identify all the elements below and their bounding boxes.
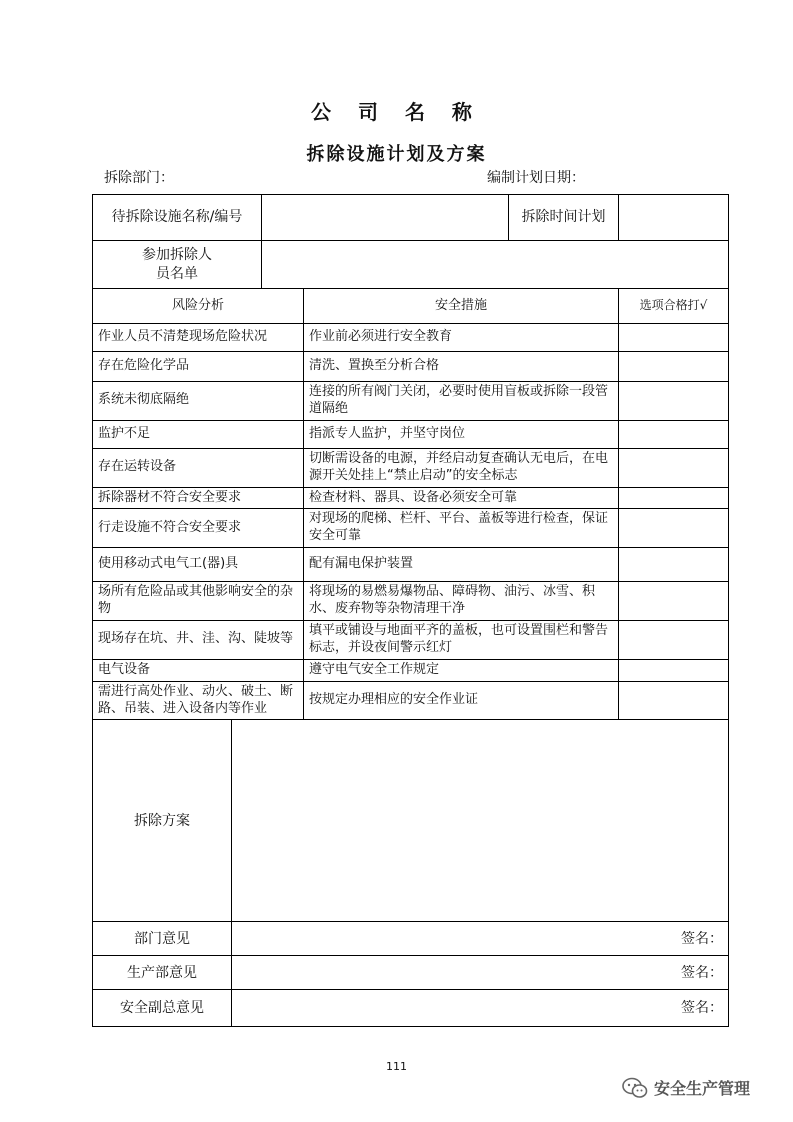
risk-header-row — [93, 289, 729, 324]
watermark-text: 安全生产管理 — [654, 1079, 751, 1098]
facility-label: 待拆除设施名称/编号 — [93, 195, 262, 241]
safety-vp-opinion-sign[interactable]: 签名： — [232, 990, 729, 1027]
check-cell[interactable] — [619, 324, 729, 352]
risk-cell: 现场存在坑、井、洼、沟、陡坡等 — [93, 621, 304, 660]
risk-row — [93, 659, 729, 681]
plan-label: 拆除方案 — [93, 720, 232, 922]
check-cell[interactable] — [619, 420, 729, 448]
risk-row — [93, 324, 729, 352]
personnel-value[interactable] — [262, 241, 729, 289]
production-opinion-sign[interactable]: 签名： — [232, 956, 729, 990]
risk-row — [93, 382, 729, 421]
measure-cell: 指派专人监护，并坚守岗位 — [304, 420, 619, 448]
page-number: 111 — [386, 1060, 407, 1073]
measure-cell: 切断需设备的电源，并经启动复查确认无电后，在电源开关处挂上“禁止启动”的安全标志 — [304, 448, 619, 487]
risk-row — [93, 681, 729, 720]
safety-measures-header: 安全措施 — [304, 289, 619, 324]
measure-cell: 检查材料、器具、设备必须安全可靠 — [304, 487, 619, 509]
risk-analysis-header: 风险分析 — [93, 289, 304, 324]
check-cell[interactable] — [619, 487, 729, 509]
risk-cell: 行走设施不符合安全要求 — [93, 509, 304, 548]
measure-cell: 将现场的易燃易爆物品、障碍物、油污、冰雪、积水、废弃物等杂物清理干净 — [304, 582, 619, 621]
opinion-row — [93, 990, 729, 1027]
check-cell[interactable] — [619, 659, 729, 681]
risk-cell: 作业人员不清楚现场危险状况 — [93, 324, 304, 352]
risk-row — [93, 448, 729, 487]
plan-value[interactable] — [232, 720, 729, 922]
personnel-label — [93, 241, 262, 289]
risk-row — [93, 420, 729, 448]
risk-cell: 需进行高处作业、动火、破土、断路、吊装、进入设备内等作业 — [93, 681, 304, 720]
measure-cell: 作业前必须进行安全教育 — [304, 324, 619, 352]
check-cell[interactable] — [619, 352, 729, 382]
measure-cell: 连接的所有阀门关闭，必要时使用盲板或拆除一段管道隔绝 — [304, 382, 619, 421]
production-opinion-label: 生产部意见 — [93, 956, 232, 990]
measure-cell: 按规定办理相应的安全作业证 — [304, 681, 619, 720]
risk-cell: 存在危险化学品 — [93, 352, 304, 382]
opinion-row — [93, 922, 729, 956]
risk-row — [93, 509, 729, 548]
document-title: 拆除设施计划及方案 — [306, 144, 487, 165]
dept-opinion-label: 部门意见 — [93, 922, 232, 956]
company-name: 公 司 名 称 — [311, 100, 482, 124]
check-cell[interactable] — [619, 448, 729, 487]
watermark — [622, 1076, 750, 1099]
risk-cell: 拆除器材不符合安全要求 — [93, 487, 304, 509]
risk-row — [93, 487, 729, 509]
check-cell[interactable] — [619, 681, 729, 720]
removal-plan-form — [92, 194, 729, 1027]
check-cell[interactable] — [619, 548, 729, 582]
dept-opinion-sign[interactable]: 签名： — [232, 922, 729, 956]
dept-label: 拆除部门： — [104, 170, 174, 186]
risk-cell: 监护不足 — [93, 420, 304, 448]
risk-cell: 使用移动式电气工(器)具 — [93, 548, 304, 582]
opinion-row — [93, 956, 729, 990]
measure-cell: 对现场的爬梯、栏杆、平台、盖板等进行检查，保证安全可靠 — [304, 509, 619, 548]
date-label: 编制计划日期： — [487, 170, 585, 186]
measure-cell: 清洗、置换至分析合格 — [304, 352, 619, 382]
check-cell[interactable] — [619, 582, 729, 621]
facility-value[interactable] — [262, 195, 509, 241]
risk-cell: 存在运转设备 — [93, 448, 304, 487]
facility-row — [93, 195, 729, 241]
check-cell[interactable] — [619, 382, 729, 421]
plan-row — [93, 720, 729, 922]
risk-row — [93, 548, 729, 582]
measure-cell: 遵守电气安全工作规定 — [304, 659, 619, 681]
risk-row — [93, 582, 729, 621]
risk-cell: 场所有危险品或其他影响安全的杂物 — [93, 582, 304, 621]
risk-cell: 系统未彻底隔绝 — [93, 382, 304, 421]
check-cell[interactable] — [619, 509, 729, 548]
measure-cell: 配有漏电保护装置 — [304, 548, 619, 582]
check-cell[interactable] — [619, 621, 729, 660]
measure-cell: 填平或铺设与地面平齐的盖板，也可设置围栏和警告标志，并设夜间警示红灯 — [304, 621, 619, 660]
time-plan-label: 拆除时间计划 — [509, 195, 619, 241]
personnel-label-text: 参加拆除人员名单 — [142, 247, 212, 282]
check-header: 选项合格打√ — [619, 289, 729, 324]
risk-cell: 电气设备 — [93, 659, 304, 681]
time-plan-value[interactable] — [619, 195, 729, 241]
personnel-row — [93, 241, 729, 289]
safety-vp-opinion-label: 安全副总意见 — [93, 990, 232, 1027]
risk-row — [93, 621, 729, 660]
risk-row — [93, 352, 729, 382]
wechat-icon — [622, 1077, 648, 1099]
